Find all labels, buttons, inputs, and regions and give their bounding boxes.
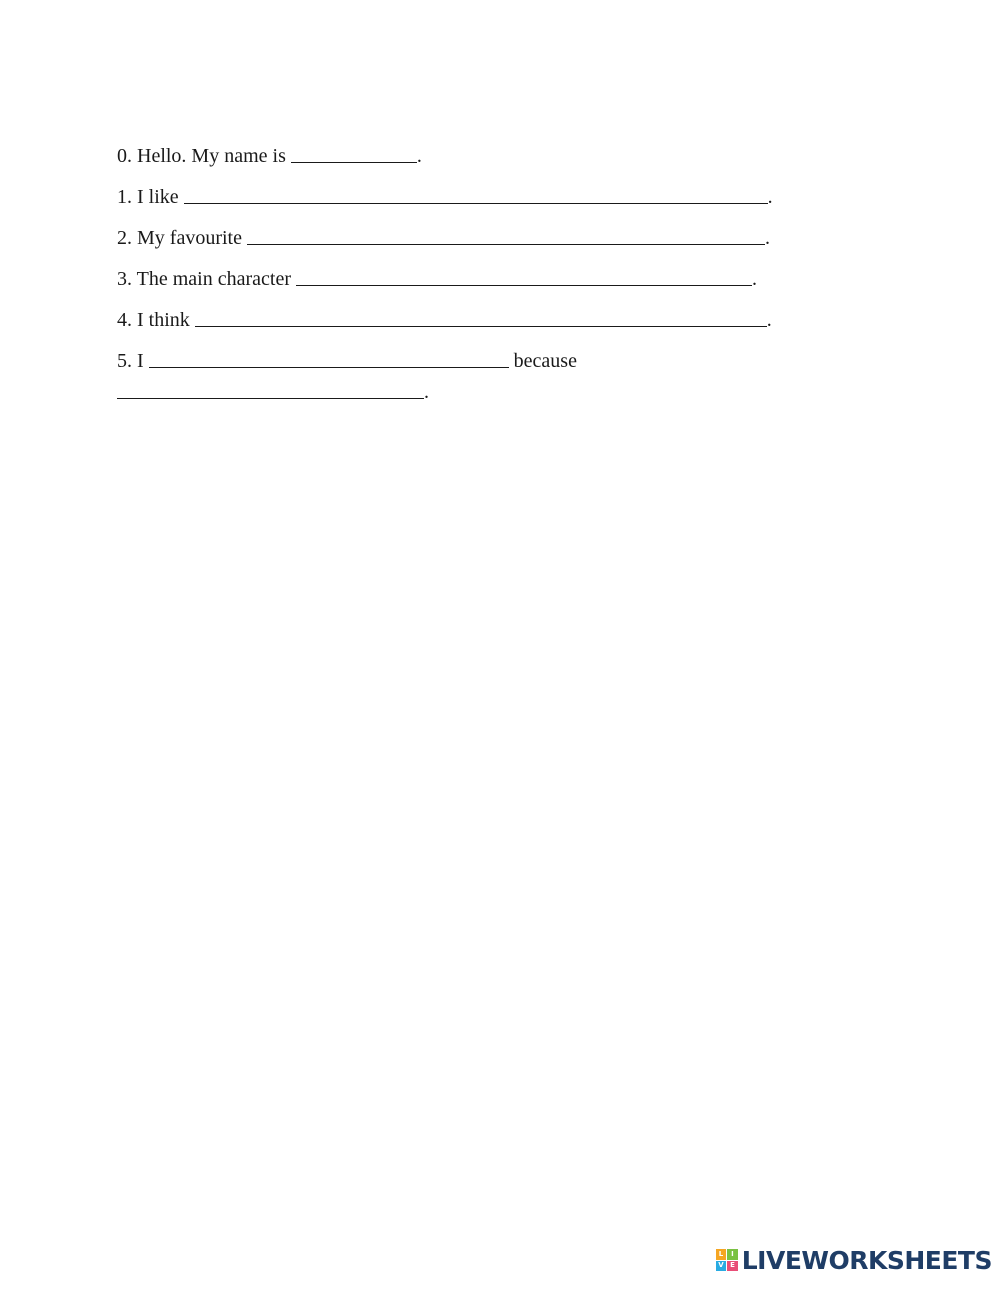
liveworksheets-logo[interactable] — [716, 1245, 992, 1275]
logo-tile-e: E — [727, 1261, 738, 1272]
answer-blank-5a[interactable] — [149, 349, 509, 368]
answer-blank-4[interactable] — [195, 308, 767, 327]
item-3 — [117, 266, 817, 291]
item-1 — [117, 184, 817, 209]
answer-blank-1[interactable] — [184, 185, 768, 204]
item-1-prefix: 1. I like — [117, 186, 184, 208]
logo-tile-l: L — [716, 1249, 727, 1260]
item-4-suffix: . — [766, 309, 772, 331]
answer-blank-2[interactable] — [247, 226, 765, 245]
item-3-prefix: 3. The main character — [117, 268, 296, 290]
item-2-suffix: . — [764, 227, 770, 249]
item-2 — [117, 225, 817, 250]
item-5-prefix: 5. I — [117, 350, 149, 372]
answer-blank-5b[interactable] — [117, 380, 424, 399]
item-1-suffix: . — [767, 186, 773, 208]
item-0-suffix: . — [416, 145, 422, 167]
logo-tile-v: V — [716, 1261, 727, 1272]
answer-blank-0[interactable] — [291, 144, 417, 163]
worksheet — [117, 143, 817, 420]
logo-mark-icon — [716, 1249, 738, 1271]
item-0 — [117, 143, 817, 168]
item-4-prefix: 4. I think — [117, 309, 195, 331]
item-4 — [117, 307, 817, 332]
logo-text: LIVEWORKSHEETS — [741, 1245, 992, 1275]
item-0-prefix: 0. Hello. My name is — [117, 145, 291, 167]
answer-blank-3[interactable] — [296, 267, 752, 286]
item-5-middle: because — [508, 350, 577, 372]
item-5 — [117, 348, 817, 373]
item-2-prefix: 2. My favourite — [117, 227, 247, 249]
item-3-suffix: . — [751, 268, 757, 290]
item-5-suffix: . — [424, 381, 429, 403]
item-5-continuation — [117, 379, 817, 404]
logo-tile-i: I — [727, 1249, 738, 1260]
